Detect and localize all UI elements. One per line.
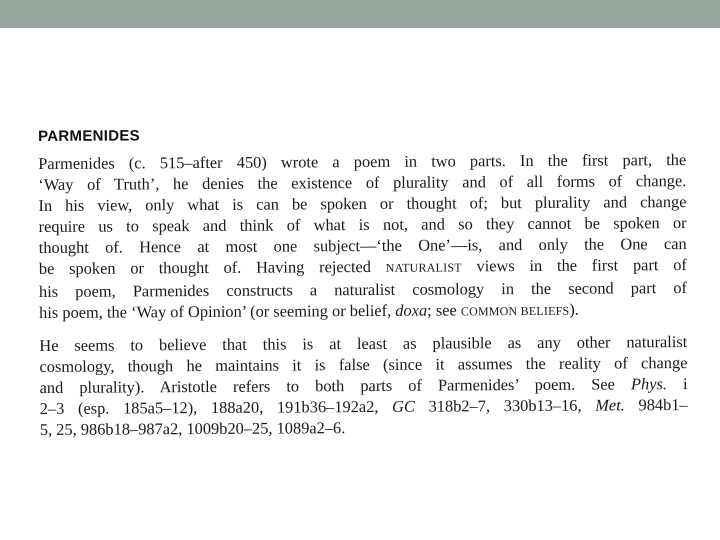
italic-citation-gc: GC [392,396,415,416]
text-run: 2–3 (esp. 185a5–12), 188a20, 191b36–192a2, [39,396,393,418]
text-line: 5, 25, 986b18–987a2, 1009b20–25, 1089a2–6. [39,418,346,439]
scanned-document [38,124,688,440]
text-line: ‘Way of Truth’, he denies the existence of plurality and of all forms of change. [38,171,687,194]
text-line [40,394,688,419]
text-run: ; see [427,300,461,320]
text-run: ). [569,299,579,319]
text-run: views in the first part of [461,255,687,276]
text-run: and plurality). Aristotle refers to both parts of Parmenides’ poem. See [39,374,632,397]
text-line: Parmenides (c. 515–after 450) wrote a poem in two parts. In the first part, the [38,150,687,173]
italic-citation-phys: Phys. [630,374,668,394]
italic-term-doxa: doxa [395,300,428,320]
text-line: require us to speak and think of what is not, and so they cannot be spoken or [38,213,687,236]
cross-reference-naturalist: NATURALIST [385,260,462,275]
text-line: In his view, only what is can be spoken or thought of; but plurality and change [38,192,687,215]
text-line: thought of. Hence at most one subject—‘the One’—is, and only the One can [38,234,687,257]
paragraph-1 [38,149,687,325]
text-line [39,298,687,325]
text-line: his poem, Parmenides constructs a naturalist cosmology in the second part of [38,278,688,301]
text-run: i [666,374,688,394]
cross-reference-common-beliefs: COMMON BELIEFS [460,303,570,319]
text-run: 984b1– [624,395,688,415]
text-line: cosmology, though he maintains it is false (since it assumes the reality of change [39,353,688,376]
text-run: 318b2–7, 330b13–16, [414,395,596,416]
text-run: be spoken or thought of. Having rejected [38,256,386,278]
entry-heading: PARMENIDES [38,127,141,145]
text-line: He seems to believe that this is at least as plausible as any other naturalist [39,332,688,355]
italic-citation-met: Met. [595,395,625,415]
paragraph-2 [39,331,688,440]
top-header-bar [0,0,720,28]
text-run: his poem, the ‘Way of Opinion’ (or seeming or belief, [39,300,396,322]
